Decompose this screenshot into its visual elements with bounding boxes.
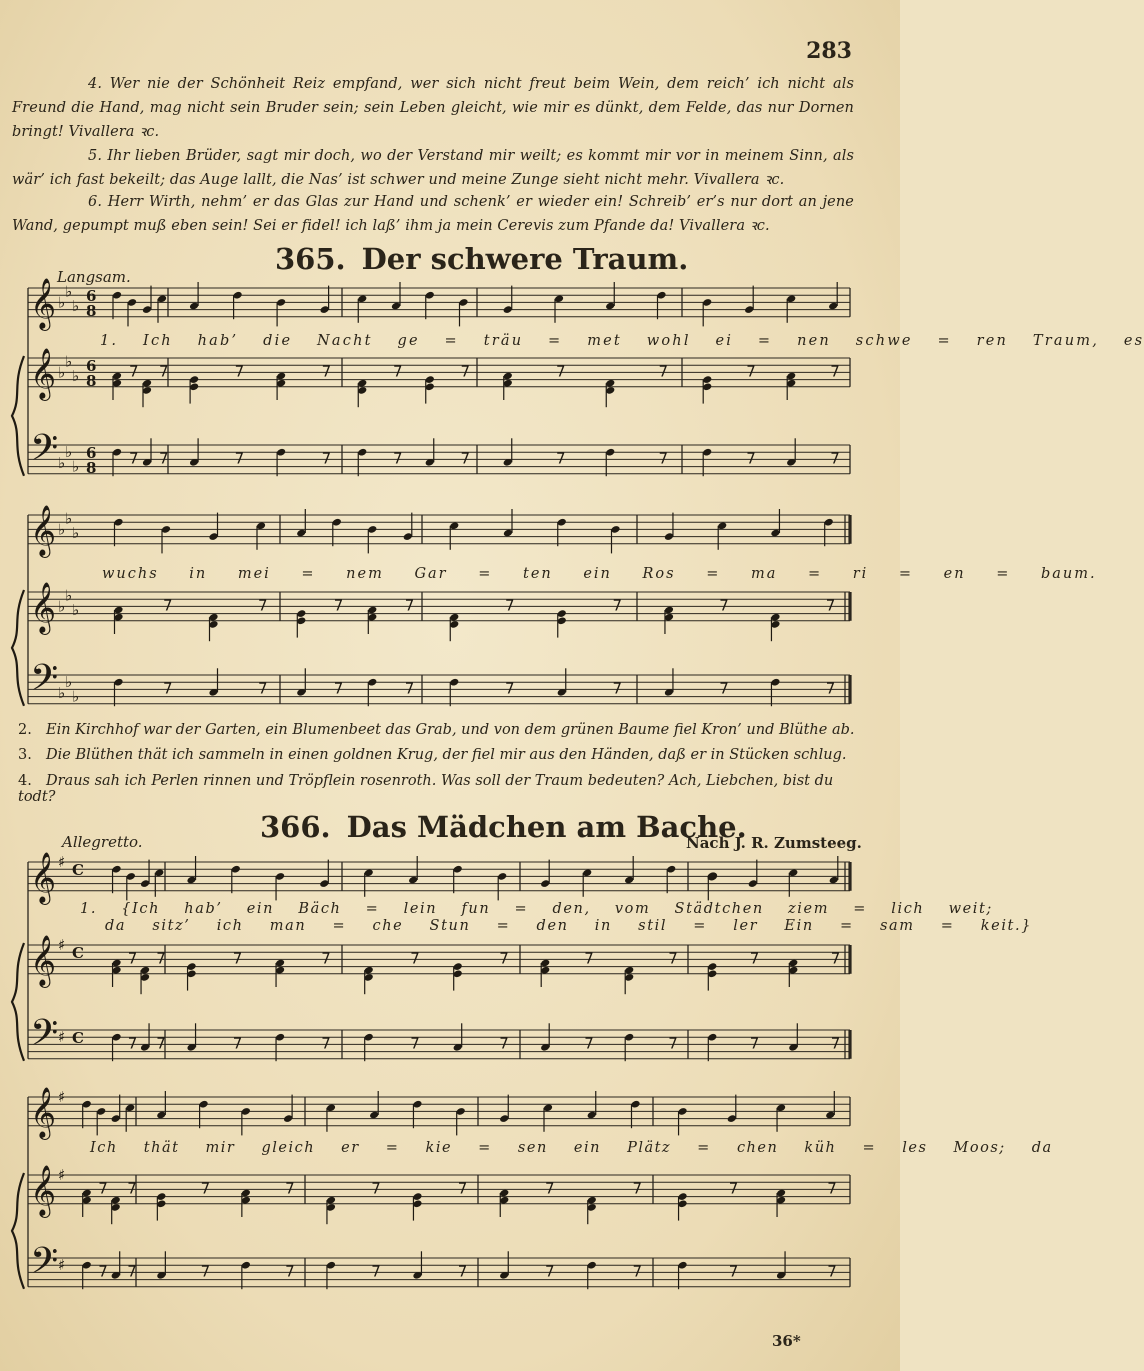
eighth-rest: 7 xyxy=(658,449,669,468)
page-number: 283 xyxy=(806,38,852,64)
eighth-rest: 7 xyxy=(556,362,566,381)
flat-sign: ♭ xyxy=(58,454,66,472)
time-signature-top: 6 xyxy=(86,287,97,305)
verse-number: 3. xyxy=(18,747,32,763)
sharp-sign: ♯ xyxy=(58,1166,66,1184)
eighth-rest: 7 xyxy=(410,1034,420,1053)
flat-sign: ♭ xyxy=(72,457,80,476)
eighth-rest: 7 xyxy=(746,449,756,468)
eighth-rest: 7 xyxy=(159,362,169,381)
eighth-rest: 7 xyxy=(499,949,509,968)
eighth-rest: 7 xyxy=(825,596,836,615)
flat-sign: ♭ xyxy=(72,297,80,315)
bass-clef: 𝄢 xyxy=(30,1240,59,1291)
eighth-rest: 7 xyxy=(285,1179,295,1198)
eighth-rest: 7 xyxy=(830,449,840,468)
eighth-rest: 7 xyxy=(749,1034,760,1053)
eighth-rest: 7 xyxy=(612,679,623,698)
eighth-rest: 7 xyxy=(163,679,173,698)
eighth-rest: 7 xyxy=(457,1262,468,1281)
eighth-rest: 7 xyxy=(371,1179,381,1198)
eighth-rest: 7 xyxy=(830,949,841,968)
eighth-rest: 7 xyxy=(258,596,268,615)
composer-credit: Nach J. R. Zumsteeg. xyxy=(686,834,862,852)
eighth-rest: 7 xyxy=(584,1034,594,1053)
bass-clef: 𝄢 xyxy=(30,657,59,708)
verse-number: 4. xyxy=(18,773,32,789)
flat-sign: ♭ xyxy=(58,597,66,616)
eighth-rest: 7 xyxy=(200,1179,211,1198)
eighth-rest: 7 xyxy=(505,679,515,698)
tempo-marking: Langsam. xyxy=(57,268,131,286)
lyrics-365-line-1: 1. Ich hab’ die Nacht ge = träu = met wohl ei = nen schwe = ren Traum, es xyxy=(100,333,1144,349)
eighth-rest: 7 xyxy=(825,679,836,698)
treble-clef: 𝄞 xyxy=(30,1087,57,1138)
eighth-rest: 7 xyxy=(127,1034,138,1053)
eighth-rest: 7 xyxy=(333,596,344,615)
flat-sign: ♭ xyxy=(65,673,73,692)
time-signature-top: C xyxy=(72,861,84,879)
flat-sign: ♭ xyxy=(65,509,73,528)
flat-sign: ♭ xyxy=(72,687,80,706)
eighth-rest: 7 xyxy=(410,949,420,968)
eighth-rest: 7 xyxy=(728,1262,739,1281)
eighth-rest: 7 xyxy=(285,1262,295,1281)
eighth-rest: 7 xyxy=(234,449,245,468)
flat-sign: ♭ xyxy=(58,684,66,702)
time-signature-top: C xyxy=(72,944,84,962)
eighth-rest: 7 xyxy=(234,362,245,381)
eighth-rest: 7 xyxy=(830,1034,841,1053)
verse-number: 2. xyxy=(18,722,32,738)
eighth-rest: 7 xyxy=(827,1262,837,1281)
eighth-rest: 7 xyxy=(632,1179,643,1198)
eighth-rest: 7 xyxy=(719,679,729,698)
lyrics-366-line-1a: 1. {Ich hab’ ein Bäch = lein fun = den, vom Städtchen ziem = lich weit; xyxy=(80,901,993,917)
eighth-rest: 7 xyxy=(129,362,139,381)
verse-text: Die Blüthen thät ich sammeln in einen goldnen Krug, der fiel mir aus den Händen, daß er in Stücken schlug. xyxy=(46,747,847,763)
eighth-rest: 7 xyxy=(159,449,169,468)
song-number: 366. xyxy=(260,810,331,844)
sharp-sign: ♯ xyxy=(58,1256,66,1275)
flat-sign: ♭ xyxy=(72,524,80,542)
eighth-rest: 7 xyxy=(321,1034,331,1053)
eighth-rest: 7 xyxy=(460,449,471,468)
eighth-rest: 7 xyxy=(632,1262,643,1281)
flat-sign: ♭ xyxy=(65,586,73,605)
eighth-rest: 7 xyxy=(746,362,756,381)
eighth-rest: 7 xyxy=(545,1262,555,1281)
eighth-rest: 7 xyxy=(127,949,138,968)
time-signature-top: 6 xyxy=(86,444,97,462)
time-signature-bottom: 8 xyxy=(86,459,97,477)
time-signature-top: 6 xyxy=(86,357,97,375)
eighth-rest: 7 xyxy=(321,362,332,381)
eighth-rest: 7 xyxy=(404,679,415,698)
verse-text: Draus sah ich Perlen rinnen und Tröpflein rosenroth. Was soll der Traum bedeuten? Ach, Liebchen, bist du todt? xyxy=(18,773,834,805)
verse-text: 5. Ihr lieben Brüder, sagt mir doch, wo der Verstand mir weilt; es kommt mir vor in meinem Sinn, als wär’ ich fast bekeilt; das Auge lallt, die Nas’ ist schwer und meine Zunge sieht nicht mehr. Vivallera ꝛc. xyxy=(12,148,854,188)
sharp-sign: ♯ xyxy=(58,936,66,954)
eighth-rest: 7 xyxy=(612,596,623,615)
flat-sign: ♭ xyxy=(65,282,73,301)
song-title-text: Der schwere Traum. xyxy=(361,242,689,276)
eighth-rest: 7 xyxy=(321,449,332,468)
tempo-marking: Allegretto. xyxy=(62,833,143,851)
eighth-rest: 7 xyxy=(584,949,594,968)
flat-sign: ♭ xyxy=(65,443,73,462)
lyrics-366-line-1b: da sitz’ ich man = che Stun = den in stil = ler Ein = sam = keit.} xyxy=(105,918,1033,934)
eighth-rest: 7 xyxy=(668,949,678,968)
treble-clef: 𝄞 xyxy=(30,852,57,903)
treble-clef: 𝄞 xyxy=(30,348,57,399)
eighth-rest: 7 xyxy=(200,1262,211,1281)
signature-mark: 36* xyxy=(772,1332,801,1350)
eighth-rest: 7 xyxy=(321,949,331,968)
song-number: 365. xyxy=(275,242,346,276)
eighth-rest: 7 xyxy=(371,1262,381,1281)
eighth-rest: 7 xyxy=(404,596,415,615)
treble-clef: 𝄞 xyxy=(30,935,57,986)
time-signature-top: C xyxy=(72,1029,84,1047)
eighth-rest: 7 xyxy=(457,1179,468,1198)
eighth-rest: 7 xyxy=(98,1179,108,1198)
eighth-rest: 7 xyxy=(545,1179,555,1198)
flat-sign: ♭ xyxy=(72,601,80,619)
eighth-rest: 7 xyxy=(232,949,243,968)
eighth-rest: 7 xyxy=(499,1034,509,1053)
verse-text: 6. Herr Wirth, nehm’ er das Glas zur Hand und schenk’ er wieder ein! Schreib’ er’s nur dort an jene Wand, gepumpt muß eben sein! Sei er fidel! ich laß’ ihm ja mein Cerevis zum Pfande da! Vivallera ꝛc. xyxy=(12,194,854,234)
eighth-rest: 7 xyxy=(127,1179,137,1198)
treble-clef: 𝄞 xyxy=(30,278,57,329)
eighth-rest: 7 xyxy=(333,679,344,698)
flat-sign: ♭ xyxy=(58,520,66,539)
verse-text: Ein Kirchhof war der Garten, ein Blumenbeet das Grab, und von dem grünen Baume fiel Kron’ und Blüthe ab. xyxy=(46,722,855,738)
bass-clef: 𝄢 xyxy=(30,1012,59,1063)
flat-sign: ♭ xyxy=(65,352,73,371)
sharp-sign: ♯ xyxy=(58,1028,66,1047)
eighth-rest: 7 xyxy=(668,1034,678,1053)
eighth-rest: 7 xyxy=(129,449,139,468)
eighth-rest: 7 xyxy=(749,949,760,968)
treble-clef: 𝄞 xyxy=(30,582,57,633)
eighth-rest: 7 xyxy=(827,1179,837,1198)
eighth-rest: 7 xyxy=(163,596,173,615)
system-brace xyxy=(12,943,24,1061)
eighth-rest: 7 xyxy=(505,596,515,615)
eighth-rest: 7 xyxy=(156,949,166,968)
song-title-text: Das Mädchen am Bache. xyxy=(346,810,747,844)
flat-sign: ♭ xyxy=(58,293,66,312)
treble-clef: 𝄞 xyxy=(30,505,57,556)
eighth-rest: 7 xyxy=(728,1179,739,1198)
sharp-sign: ♯ xyxy=(58,853,66,871)
lyrics-366-line-2: Ich thät mir gleich er = kie = sen ein Plätz = chen küh = les Moos; da xyxy=(90,1140,1053,1156)
eighth-rest: 7 xyxy=(556,449,566,468)
eighth-rest: 7 xyxy=(393,362,403,381)
eighth-rest: 7 xyxy=(830,362,840,381)
lyrics-365-line-2: wuchs in mei = nem Gar = ten ein Ros = ma = ri = en = baum. xyxy=(102,566,1097,582)
system-brace xyxy=(12,356,24,476)
verse-text: 4. Wer nie der Schönheit Reiz empfand, wer sich nicht freut beim Wein, dem reich’ ich nicht als Freund die Hand, mag nicht sein Bruder sein; sein Leben gleicht, wie mir es dünkt, dem Felde, das nur Dornen bringt! Vivallera ꝛc. xyxy=(12,76,854,140)
eighth-rest: 7 xyxy=(393,449,403,468)
time-signature-bottom: 8 xyxy=(86,302,97,320)
flat-sign: ♭ xyxy=(58,363,66,382)
bass-clef: 𝄢 xyxy=(30,427,59,478)
treble-clef: 𝄞 xyxy=(30,1165,57,1216)
sharp-sign: ♯ xyxy=(58,1088,66,1106)
eighth-rest: 7 xyxy=(658,362,669,381)
system-brace xyxy=(12,590,24,706)
eighth-rest: 7 xyxy=(460,362,471,381)
system-brace xyxy=(12,1173,24,1289)
eighth-rest: 7 xyxy=(719,596,729,615)
eighth-rest: 7 xyxy=(156,1034,166,1053)
eighth-rest: 7 xyxy=(98,1262,108,1281)
eighth-rest: 7 xyxy=(258,679,268,698)
time-signature-bottom: 8 xyxy=(86,372,97,390)
eighth-rest: 7 xyxy=(232,1034,243,1053)
eighth-rest: 7 xyxy=(127,1262,137,1281)
flat-sign: ♭ xyxy=(72,367,80,385)
